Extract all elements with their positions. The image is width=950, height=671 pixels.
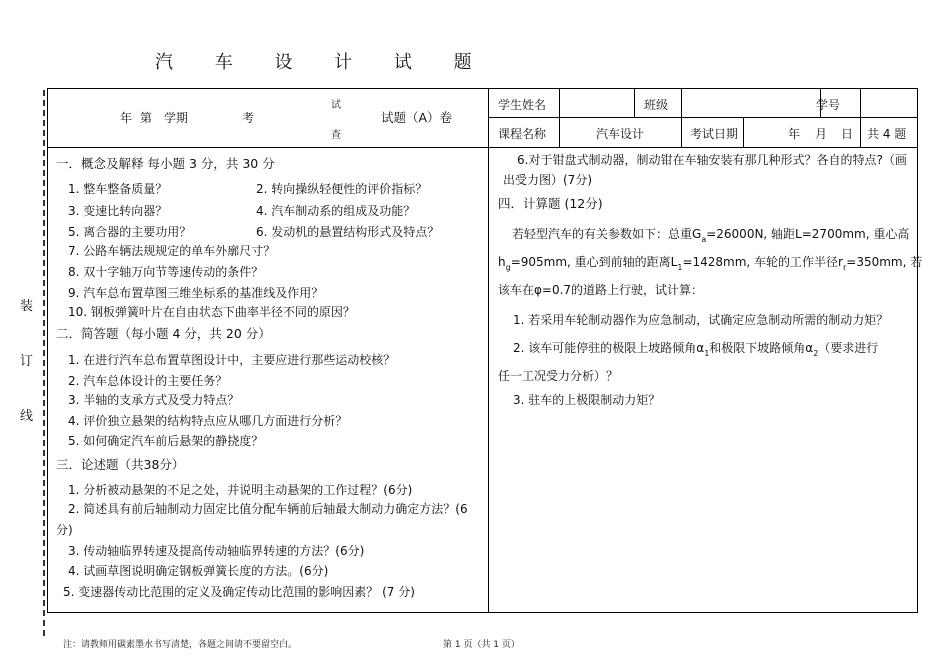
question-3-2: 2. 简述具有前后轴制动力固定比值分配车辆前后轴最大制动力确定方法？(6分) — [56, 502, 468, 537]
calc-subquestion-2-cont: 任一工况受力分析）？ — [498, 369, 619, 383]
question-1-4: 4. 汽车制动系的组成及功能？ — [256, 204, 416, 218]
header-col-line — [634, 89, 635, 117]
binding-mark-zhuang: 装 — [20, 299, 34, 314]
subscript-2: 2 — [813, 349, 819, 358]
question-1-2: 2. 转向操纵轻便性的评价指标？ — [256, 182, 428, 196]
exam-date-label: 考试日期 — [690, 127, 739, 141]
column-divider — [488, 89, 489, 612]
question-1-5: 5. 离合器的主要功用？ — [68, 225, 192, 239]
date-day: 日 — [841, 127, 854, 141]
section2-heading: 二．简答题（每小题 4 分，共 20 分） — [56, 326, 271, 341]
header-col-line — [681, 89, 682, 117]
question-3-5: 5. 变速器传动比范围的定义及确定传动比范围的影响因素？ (7 分) — [63, 585, 415, 599]
binding-mark-ding: 订 — [20, 354, 34, 369]
question-2-4: 4. 评价独立悬架的结构特点应从哪几方面进行分析？ — [68, 414, 348, 428]
header-col-line — [559, 89, 560, 147]
subscript-1: 1 — [677, 263, 683, 272]
question-2-5: 5. 如何确定汽车前后悬架的静挠度？ — [68, 434, 264, 448]
header-mid-line — [488, 117, 917, 118]
question-6-caliper: 6.对于钳盘式制动器，制动钳在车轴安装有那几种形式？各自的特点?（画出受力图）(7分) — [503, 153, 907, 187]
subscript-1: 1 — [704, 349, 710, 358]
calc-text: 若轻型汽车的有关参数如下：总重G — [512, 227, 702, 241]
exam-frame — [47, 88, 923, 613]
section1-heading: 一．概念及解释 每小题 3 分，共 30 分 — [56, 156, 275, 171]
question-2-1: 1. 在进行汽车总布置草图设计中，主要应进行那些运动校核？ — [68, 353, 396, 367]
question-1-10: 10. 钢板弹簧叶片在自由状态下曲率半径不同的原因？ — [68, 305, 355, 319]
date-year: 年 — [788, 127, 801, 141]
calc-text: =26000N, 轴距L=2700mm, 重心高 — [706, 227, 910, 241]
footer-page-number: 第 1 页（共 1 页） — [443, 640, 520, 650]
year-label: 年 — [120, 111, 133, 125]
question-1-6: 6. 发动机的悬置结构形式及特点？ — [256, 225, 440, 239]
question-1-9: 9. 汽车总布置草图三维坐标系的基准线及作用？ — [68, 286, 324, 300]
course-value: 汽车设计 — [596, 127, 645, 141]
paper-version: 试题（A）卷 — [381, 110, 453, 125]
exam-label: 考 — [242, 111, 255, 125]
question-2-3: 3. 半轴的支承方式及受力特点？ — [68, 393, 240, 407]
class-label: 班级 — [644, 98, 669, 112]
subscript-g: g — [505, 263, 511, 272]
student-id-label: 学号 — [816, 98, 841, 112]
calc-subquestion-1: 1. 若采用车轮制动器作为应急制动，试确定应急制动所需的制动力矩？ — [513, 313, 889, 327]
subscript-r: r — [842, 263, 847, 272]
cha-label: 查 — [331, 130, 341, 141]
question-3-3: 3. 传动轴临界转速及提高传动轴临界转速的方法？(6分) — [68, 544, 365, 558]
shi-label: 试 — [331, 100, 341, 111]
header-col-line — [743, 117, 744, 147]
question-3-1: 1. 分析被动悬架的不足之处，并说明主动悬架的工作过程？(6分) — [68, 483, 413, 497]
calc-subquestion-2 — [513, 339, 878, 358]
date-month: 月 — [815, 127, 828, 141]
calc-text: 和极限下坡路倾角α — [709, 341, 814, 355]
footer-note: 注：请教师用碳素墨水书写清楚，各题之间请不要留空白。 — [63, 640, 298, 650]
calc-text: h — [498, 255, 506, 269]
question-1-1: 1. 整车整备质量？ — [68, 182, 168, 196]
calc-text: 2. 该车可能停驻的极限上坡路倾角α — [513, 341, 705, 355]
question-1-7: 7. 公路车辆法规规定的单车外廓尺寸？ — [68, 244, 276, 258]
header-col-line — [860, 89, 861, 147]
calc-text: （要求进行 — [818, 341, 879, 355]
question-3-4: 4. 试画草图说明确定钢板弹簧长度的方法。(6分) — [68, 564, 329, 578]
header-col-line — [681, 117, 682, 147]
binding-mark-xian: 线 — [20, 409, 34, 424]
course-label: 课程名称 — [498, 127, 547, 141]
calc-params-line3: 该车在φ=0.7的道路上行驶，试计算： — [498, 283, 704, 297]
calc-params-line2 — [498, 253, 922, 272]
total-questions: 共 4 题 — [867, 127, 907, 141]
calc-params-line1 — [512, 225, 909, 244]
calc-text: =1428mm, 车轮的工作半径r — [682, 255, 843, 269]
calc-subquestion-3: 3. 驻车的上极限制动力矩？ — [513, 393, 661, 407]
calc-text: =905mm, 重心到前轴的距离L — [510, 255, 678, 269]
question-2-2: 2. 汽车总体设计的主要任务？ — [68, 374, 228, 388]
question-1-8: 8. 双十字轴万向节等速传动的条件？ — [68, 265, 264, 279]
section4-heading: 四．计算题 (12分) — [498, 196, 603, 211]
section3-heading: 三．论述题（共38分） — [56, 457, 185, 472]
binding-dashed-line — [43, 90, 45, 636]
student-name-label: 学生姓名 — [498, 98, 547, 112]
term-label: 第 学期 — [140, 111, 189, 125]
question-1-3: 3. 变速比转向器？ — [68, 204, 168, 218]
page-title: 汽 车 设 计 试 题 — [155, 52, 490, 73]
subscript-a: a — [701, 235, 707, 244]
calc-text: =350mm, 若 — [846, 255, 923, 269]
header-bottom-line — [48, 147, 917, 148]
